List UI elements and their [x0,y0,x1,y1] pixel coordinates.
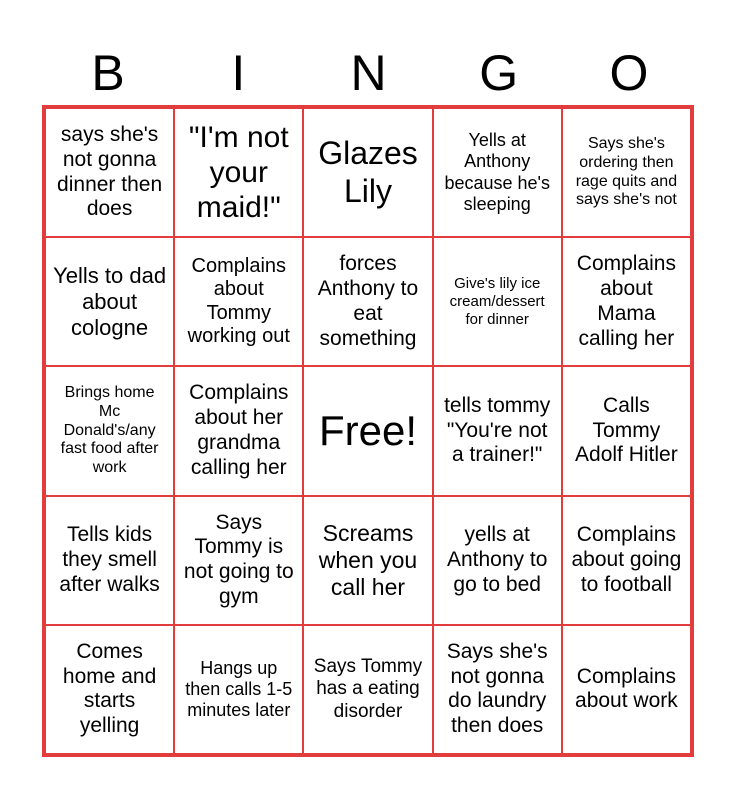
cell-text: tells tommy "You're not a trainer!" [444,393,551,467]
free-space-text: Free! [318,407,417,455]
bingo-cell-r4c4[interactable] [433,496,562,625]
cell-text: Says she's ordering then rage quits and says she's not [575,134,678,209]
bingo-cell-r5c3[interactable] [303,625,432,754]
bingo-grid [42,105,694,757]
cell-text: Brings home Mc Donald's/any fast food after work [60,383,159,477]
cell-text: says she's not gonna dinner then does [57,123,163,221]
bingo-cell-r2c4[interactable] [433,237,562,366]
bingo-cell-r1c2[interactable] [174,108,303,237]
bingo-cell-r3c1[interactable] [45,366,174,495]
cell-text: Glazes Lily [318,134,418,209]
cell-text: Tells kids they smell after walks [59,523,160,596]
cell-text: Complains about Mama calling her [576,252,676,350]
free-space-cell[interactable] [303,366,432,495]
bingo-cell-r3c2[interactable] [174,366,303,495]
cell-text: forces Anthony to eat something [317,252,419,350]
bingo-cell-r5c5[interactable] [562,625,691,754]
header-letter-i: I [231,45,246,101]
cell-text: Screams when you call her [318,519,418,600]
cell-text: Calls Tommy Adolf Hitler [575,393,678,467]
bingo-cell-r2c2[interactable] [174,237,303,366]
bingo-cell-r1c4[interactable] [433,108,562,237]
header-letter-o: O [609,45,649,101]
bingo-cell-r5c2[interactable] [174,625,303,754]
bingo-cell-r5c4[interactable] [433,625,562,754]
bingo-cell-r1c1[interactable] [45,108,174,237]
bingo-header [43,42,694,104]
cell-text: Yells to dad about cologne [53,262,167,340]
cell-text: Comes home and starts yelling [62,639,157,738]
bingo-cell-r5c1[interactable] [45,625,174,754]
bingo-cell-r4c3[interactable] [303,496,432,625]
bingo-cell-r4c2[interactable] [174,496,303,625]
cell-text: yells at Anthony to go to bed [446,523,548,596]
bingo-cell-r2c5[interactable] [562,237,691,366]
cell-text: Complains about work [575,664,678,713]
cell-text: Complains about going to football [571,523,682,596]
cell-text: Says Tommy has a eating disorder [313,655,423,722]
bingo-cell-r4c5[interactable] [562,496,691,625]
cell-text: Yells at Anthony because he's sleeping [444,130,550,214]
cell-text: Give's lily ice cream/dessert for dinner [449,275,545,328]
cell-text: Says Tommy is not going to gym [183,510,294,608]
bingo-cell-r3c4[interactable] [433,366,562,495]
cell-text: Says she's not gonna do laundry then does [446,639,548,738]
cell-text: Hangs up then calls 1-5 minutes later [185,657,293,720]
header-letter-n: N [350,45,387,101]
cell-text: Complains about her grandma calling her [189,381,289,479]
bingo-cell-r2c3[interactable] [303,237,432,366]
bingo-cell-r4c1[interactable] [45,496,174,625]
header-letter-g: G [479,45,519,101]
bingo-cell-r2c1[interactable] [45,237,174,366]
bingo-cell-r3c5[interactable] [562,366,691,495]
cell-text: "I'm not your maid!" [188,120,289,225]
bingo-cell-r1c5[interactable] [562,108,691,237]
header-letter-b: B [91,45,125,101]
cell-text: Complains about Tommy working out [187,254,290,348]
bingo-cell-r1c3[interactable] [303,108,432,237]
